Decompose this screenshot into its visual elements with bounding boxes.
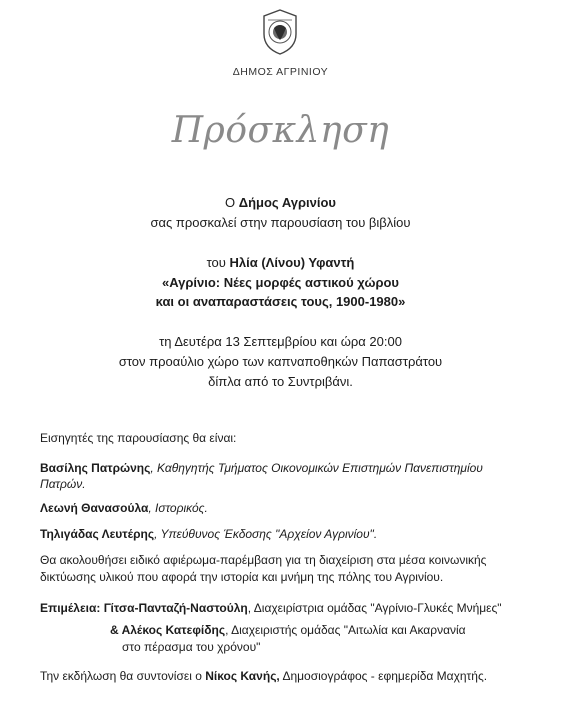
author-line	[0, 253, 561, 273]
moderator-desc: Δημοσιογράφος - εφημερίδα Μαχητής.	[279, 669, 488, 683]
tribute-line-2: δικτύωσης υλικού που αφορά την ιστορία και μνήμη της πόλης του Αγρινίου.	[40, 570, 444, 584]
speaker-item	[40, 500, 530, 516]
curation-line-2	[110, 622, 466, 638]
curation-line-1	[40, 600, 530, 616]
speakers-heading: Εισηγητές της παρουσίασης θα είναι:	[40, 431, 237, 445]
moderator-line	[40, 668, 530, 684]
speaker-role: , Υπεύθυνος Έκδοσης "Αρχείον Αγρινίου".	[154, 527, 378, 541]
organization-name: ΔΗΜΟΣ ΑΓΡΙΝΙΟΥ	[232, 66, 329, 78]
curation-ampersand: &	[110, 623, 122, 637]
speaker-item	[40, 526, 530, 542]
event-datetime: τη Δευτέρα 13 Σεπτεμβρίου και ώρα 20:00	[159, 334, 402, 349]
speaker-role-continued: Πατρών.	[40, 477, 86, 491]
moderator-prefix: Την εκδήλωση θα συντονίσει ο	[40, 669, 206, 683]
event-place-line-1: στον προαύλιο χώρο των καπναποθηκών Παπαστράτου	[118, 354, 443, 369]
host-line	[0, 193, 561, 213]
moderator-name: Νίκος Κανής,	[205, 669, 280, 683]
curator-desc: , Διαχειριστής ομάδας "Αιτωλία και Ακαρνανία	[225, 623, 466, 637]
municipality-seal-icon	[260, 8, 300, 56]
author-prefix: του	[206, 255, 230, 270]
host-name: Δήμος Αγρινίου	[238, 195, 336, 210]
curation-label: Επιμέλεια:	[40, 601, 104, 615]
curator-desc: , Διαχειρίστρια ομάδας "Αγρίνιο-Γλυκές Μνήμες"	[247, 601, 502, 615]
event-place-line-2: δίπλα από το Συντριβάνι.	[208, 374, 353, 389]
curation-line-3: στο πέρασμα του χρόνου"	[122, 640, 261, 654]
speaker-name: Τηλιγάδας Λευτέρης	[40, 527, 155, 541]
invite-line: σας προσκαλεί στην παρουσίαση του βιβλίου	[150, 215, 411, 230]
speaker-role: , Ιστορικός.	[148, 501, 208, 515]
speaker-name: Βασίλης Πατρώνης	[40, 461, 151, 475]
tribute-line-1: Θα ακολουθήσει ειδικό αφιέρωμα-παρέμβαση για τη διαχείριση στα μέσα κοινωνικής	[40, 553, 487, 567]
speaker-item	[40, 460, 530, 476]
speaker-name: Λεωνή Θανασούλα	[40, 501, 149, 515]
page-title: Πρόσκληση	[171, 110, 390, 151]
author-name: Ηλία (Λίνου) Υφαντή	[229, 255, 355, 270]
book-title-line-1: «Αγρίνιο: Νέες μορφές αστικού χώρου	[162, 275, 399, 290]
speaker-role: , Καθηγητής Τμήματος Οικονομικών Επιστημών Πανεπιστημίου	[150, 461, 483, 475]
book-title-line-2: και οι αναπαραστάσεις τους, 1900-1980»	[155, 294, 406, 309]
host-prefix: Ο	[225, 195, 239, 210]
curator-name: Γίτσα-Πανταζή-Ναστούλη	[103, 601, 248, 615]
curator-name: Αλέκος Κατεφίδης	[121, 623, 226, 637]
